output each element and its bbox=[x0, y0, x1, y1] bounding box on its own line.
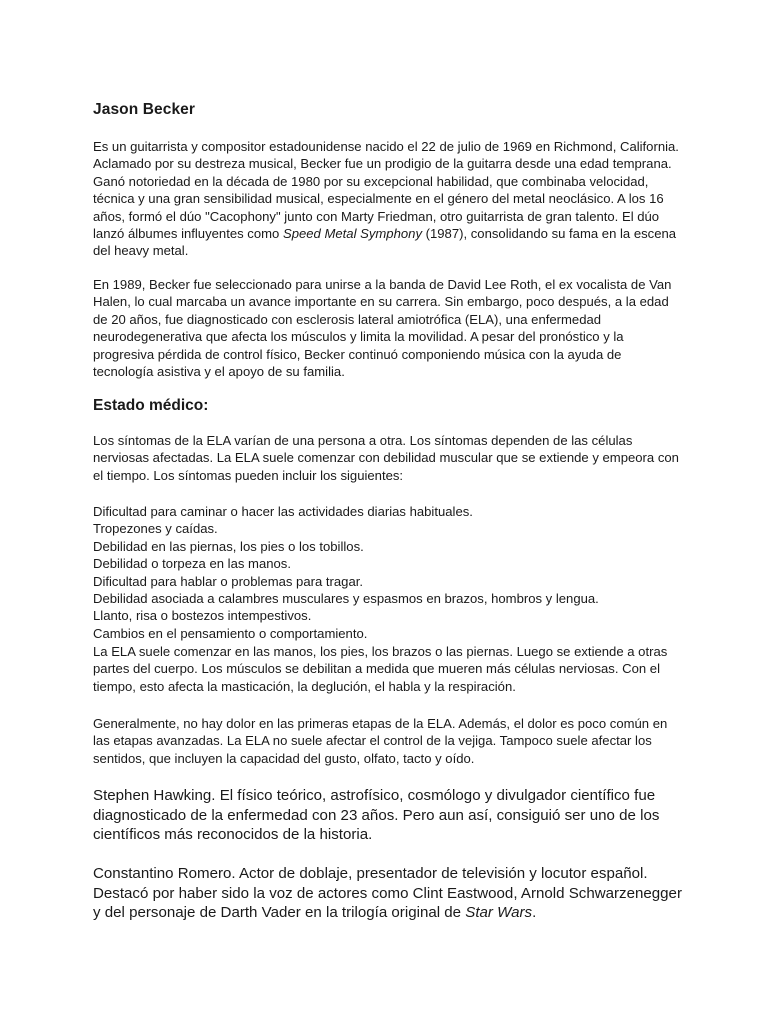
symptom-item: Dificultad para caminar o hacer las actividades diarias habituales. bbox=[93, 504, 473, 519]
career-paragraph: En 1989, Becker fue seleccionado para unirse a la banda de David Lee Roth, el ex vocalista de Van Halen, lo cual marcaba un avance importante en su carrera. Sin embargo, poco después, a la edad de 20 años, fue diagnosticado con esclerosis lateral amiotrófica (ELA), una enfermedad neurodegenerativa que afecta los músculos y limita la movilidad. A pesar del pronóstico y la progresiva pérdida de control físico, Becker continuó componiendo música con la ayuda de tecnología asistiva y el apoyo de su familia. bbox=[93, 277, 672, 380]
intro-paragraph bbox=[93, 138, 683, 260]
intro-text-b: (1987), consolidando su fama en la escena del heavy metal. bbox=[93, 226, 677, 259]
symptom-item: Debilidad asociada a calambres musculares y espasmos en brazos, hombros y lengua. bbox=[93, 591, 599, 607]
film-title: Star Wars bbox=[465, 904, 533, 922]
symptom-item: Cambios en el pensamiento o comportamiento. bbox=[93, 625, 368, 641]
romero-text-a: Constantino Romero. Actor de doblaje, presentador de televisión y locutor español. Destacó por haber sido la voz de actores como Clint Eastwood, Arnold Schwarzenegger y del personaje de Darth Vader en la trilogía original de bbox=[93, 865, 682, 922]
intro-text-a: Es un guitarrista y compositor estadounidense nacido el 22 de julio de 1969 en Richmond, California. Aclamado por su destreza musical, Becker fue un prodigio de la guitarra desde una edad temprana. Ganó notoriedad en la década de 1980 por su excepcional habilidad, que combinaba velocidad, técnica y una gran sensibilidad musical, especialmente en el género del metal neoclásico. A los 16 años, formó el dúo "Cacophony" junto con Marty Friedman, otro guitarrista de gran talento. El dúo lanzó álbumes influyentes como bbox=[93, 139, 679, 242]
symptom-item: Debilidad o torpeza en las manos. bbox=[93, 556, 291, 572]
symptom-item: Llanto, risa o bostezos intempestivos. bbox=[93, 608, 312, 624]
symptom-item: Debilidad en las piernas, los pies o los tobillos. bbox=[93, 538, 364, 554]
romero-paragraph bbox=[93, 864, 683, 923]
symptom-item: Dificultad para hablar o problemas para tragar. bbox=[93, 573, 364, 589]
pain-paragraph: Generalmente, no hay dolor en las primeras etapas de la ELA. Además, el dolor es poco común en las etapas avanzadas. La ELA no suele afectar el control de la vejiga. Tampoco suele afectar los sentidos, que incluyen la capacidad del gusto, olfato, tacto y oído. bbox=[93, 716, 668, 766]
symptoms-list bbox=[93, 503, 683, 642]
medical-heading: Estado médico: bbox=[93, 397, 209, 414]
hawking-paragraph: Stephen Hawking. El físico teórico, astrofísico, cosmólogo y divulgador científico fue diagnosticado de la enfermedad con 23 años. Pero aun así, consiguió ser uno de los científicos más reconocidos de la historia. bbox=[93, 787, 660, 844]
progression-paragraph: La ELA suele comenzar en las manos, los pies, los brazos o las piernas. Luego se extiende a otras partes del cuerpo. Los músculos se debilitan a medida que mueren más células nerviosas. Con el tiempo, esto afecta la masticación, la deglución, el habla y la respiración. bbox=[93, 644, 668, 694]
romero-text-b: . bbox=[532, 904, 537, 922]
medical-intro-paragraph: Los síntomas de la ELA varían de una persona a otra. Los síntomas dependen de las células nerviosas afectadas. La ELA suele comenzar con debilidad muscular que se extiende y empeora con el tiempo. Los síntomas pueden incluir los siguientes: bbox=[93, 433, 679, 483]
document-title: Jason Becker bbox=[93, 101, 196, 118]
symptom-item: Tropezones y caídas. bbox=[93, 521, 218, 537]
album-title: Speed Metal Symphony bbox=[282, 226, 422, 242]
